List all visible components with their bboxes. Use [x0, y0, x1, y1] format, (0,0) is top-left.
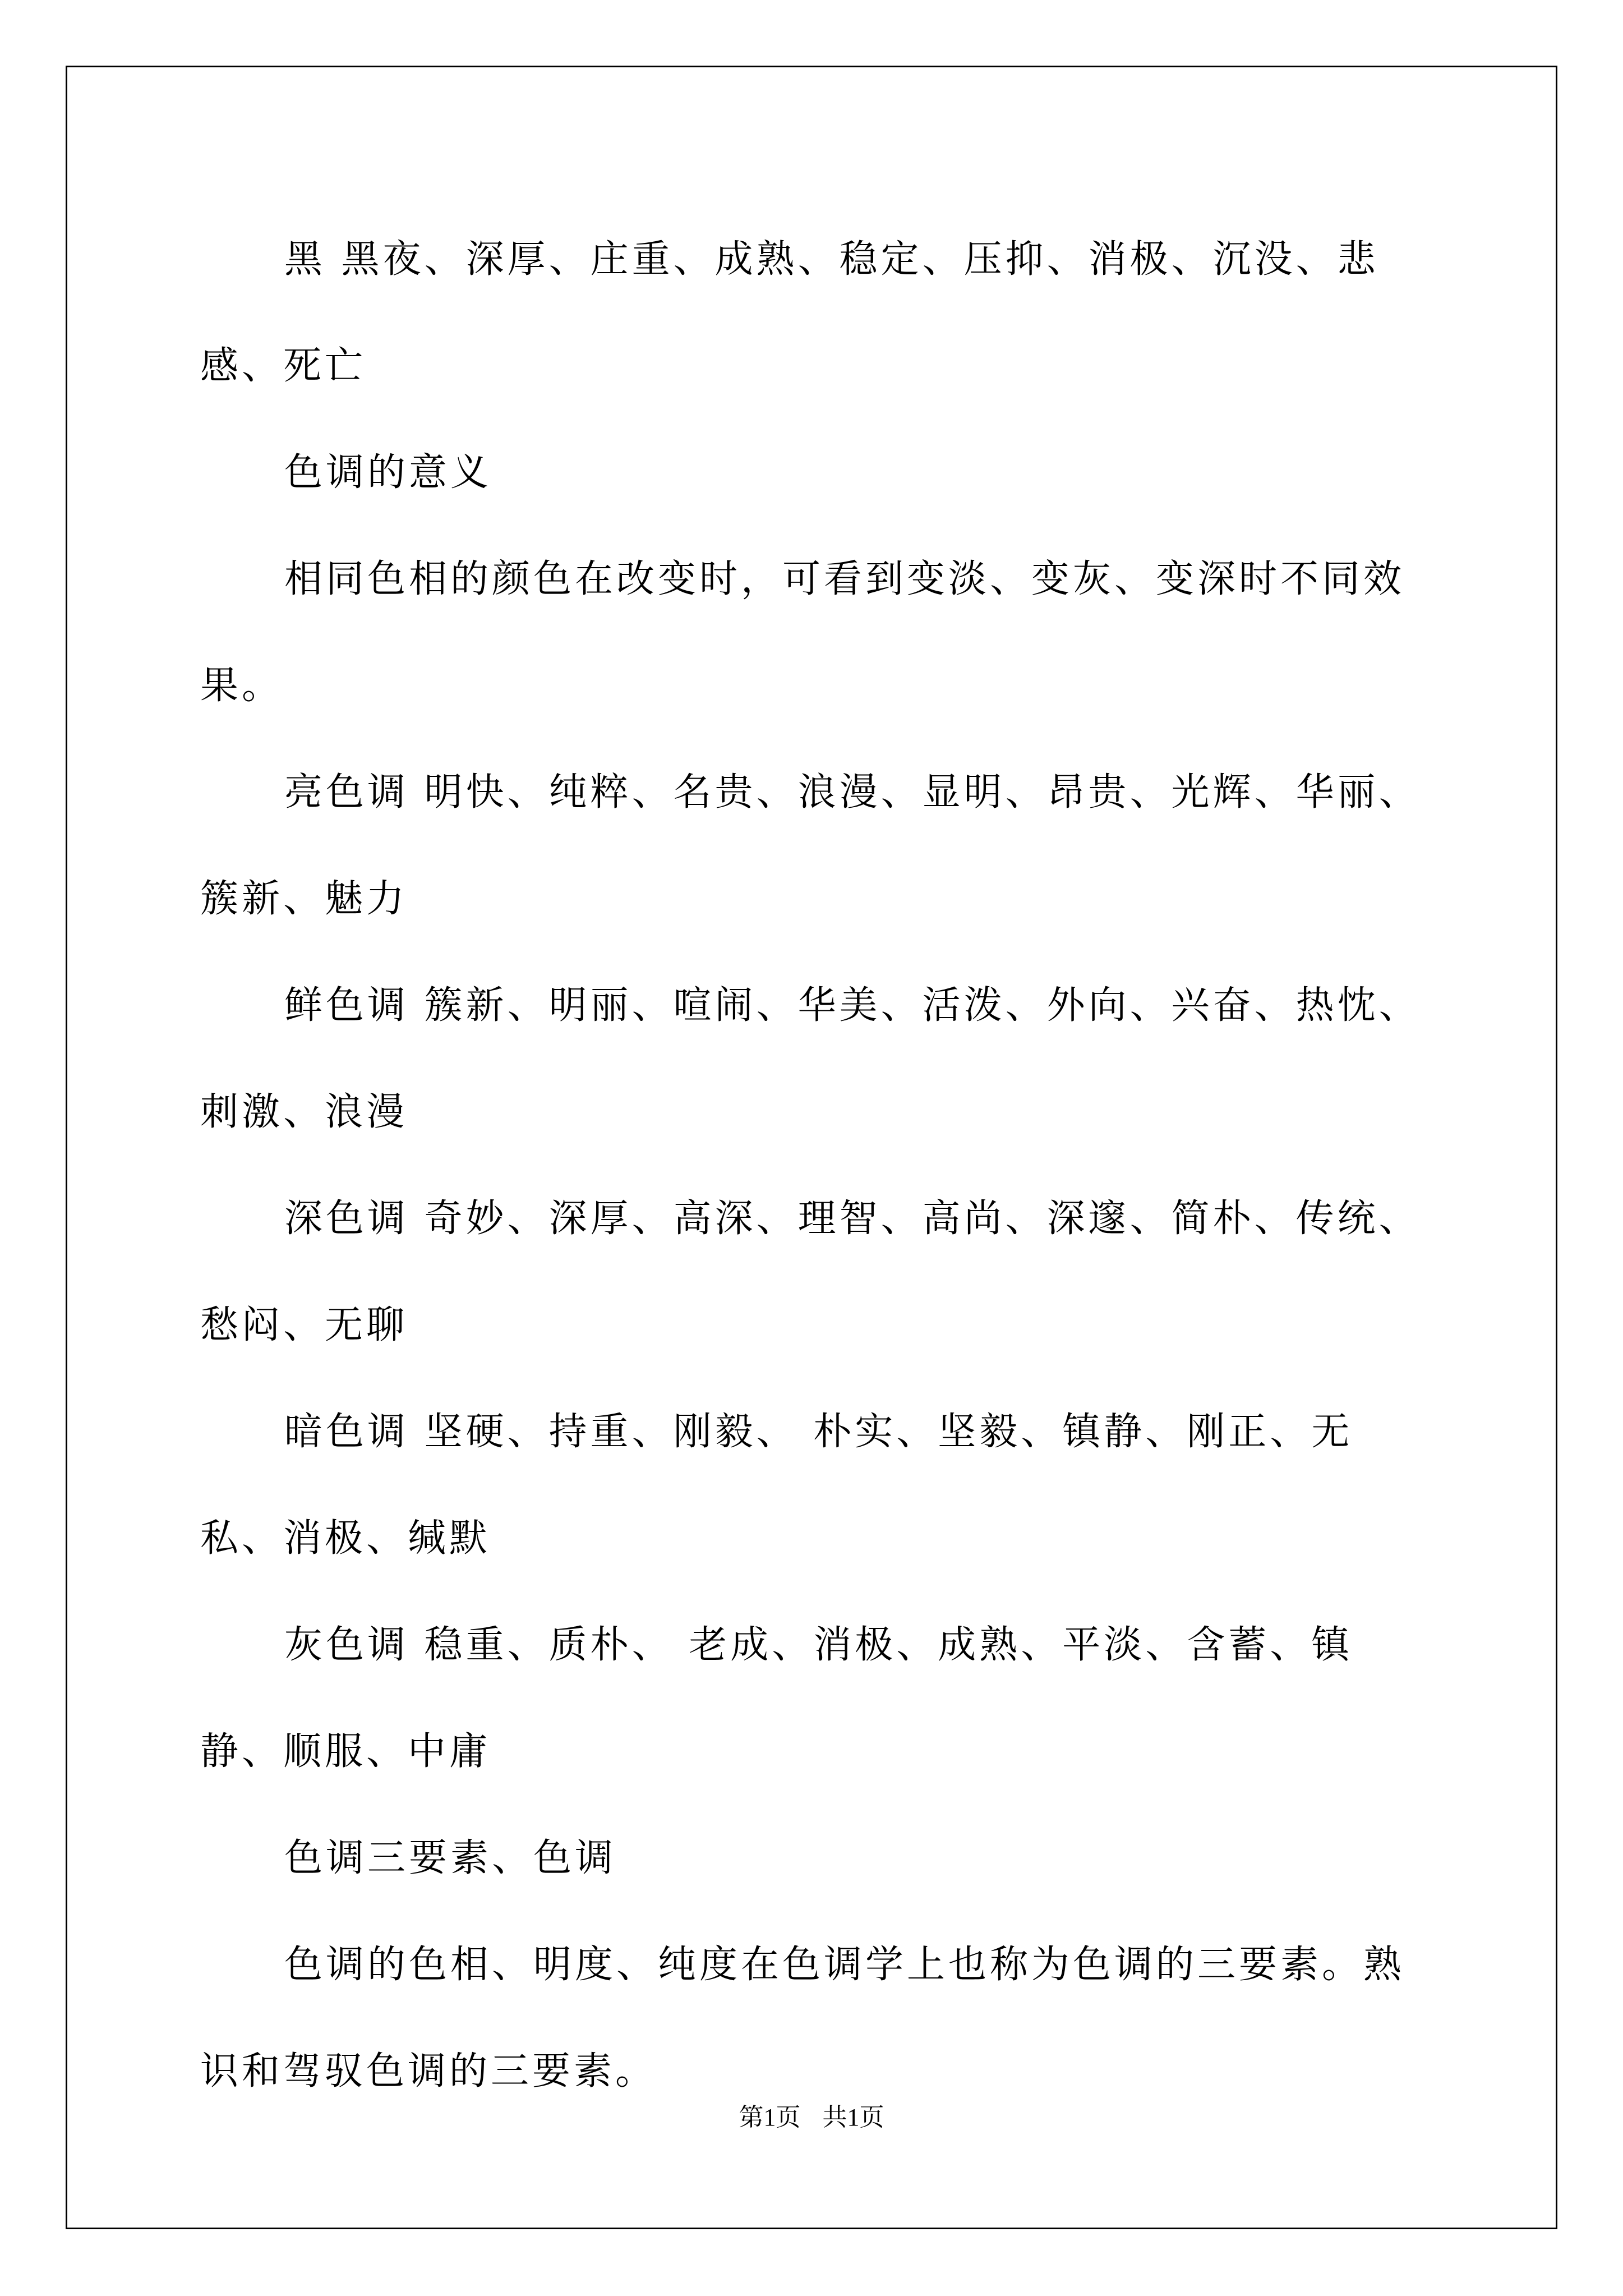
heading-three-elements: 色调三要素、色调	[284, 1836, 617, 1880]
heading-tone-meaning: 色调的意义	[284, 450, 492, 495]
page-number: 第1页	[739, 2104, 801, 2131]
paragraph-deep-tone: 深色调 奇妙、深厚、高深、理智、高尚、深邃、简朴、传统、愁闷、无聊	[200, 1197, 1421, 1347]
paragraph-tone-meaning: 相同色相的颜色在改变时，可看到变淡、变灰、变深时不同效果。	[200, 557, 1405, 708]
paragraph-three-elements: 色调的色相、明度、纯度在色调学上也称为色调的三要素。熟识和驾驭色调的三要素。	[200, 1943, 1405, 2093]
page-total: 共1页	[822, 2104, 884, 2131]
document-body	[200, 206, 1434, 2125]
paragraph-gray-tone: 灰色调 稳重、质朴、 老成、消极、成熟、平淡、含蓄、镇静、顺服、中庸	[200, 1623, 1353, 1774]
paragraph-black: 黑 黑夜、深厚、庄重、成熟、稳定、压抑、消极、沉没、悲感、死亡	[200, 237, 1379, 388]
paragraph-bright-tone: 亮色调 明快、纯粹、名贵、浪漫、显明、昂贵、光辉、华丽、簇新、魅力	[200, 770, 1421, 921]
paragraph-dark-tone: 暗色调 坚硬、持重、刚毅、 朴实、坚毅、镇静、刚正、无私、消极、缄默	[200, 1410, 1353, 1561]
page-footer	[0, 2097, 1623, 2133]
paragraph-vivid-tone: 鲜色调 簇新、明丽、喧闹、华美、活泼、外向、兴奋、热忱、刺激、浪漫	[200, 983, 1421, 1134]
